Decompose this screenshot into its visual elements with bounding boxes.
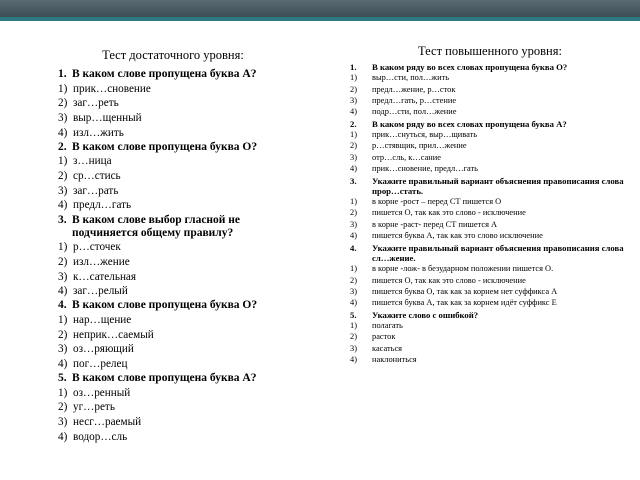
option-number: 3) bbox=[58, 343, 68, 356]
question-number: 5. bbox=[350, 309, 357, 320]
answer-option bbox=[58, 198, 308, 212]
question-3 bbox=[350, 176, 630, 197]
answer-option bbox=[350, 164, 630, 174]
question-number: 2. bbox=[58, 140, 67, 153]
question-number: 4. bbox=[350, 242, 357, 253]
answer-option bbox=[350, 85, 630, 95]
advanced-level-test bbox=[350, 44, 630, 365]
answer-option bbox=[350, 208, 630, 218]
answer-option bbox=[58, 240, 308, 254]
option-number: 4) bbox=[350, 298, 357, 308]
answer-option bbox=[58, 357, 308, 371]
option-number: 1) bbox=[58, 241, 68, 254]
option-number: 3) bbox=[58, 111, 68, 124]
answer-option bbox=[350, 264, 630, 274]
option-text: расток bbox=[372, 332, 396, 342]
option-text: выр…сти, пол…жить bbox=[372, 73, 450, 83]
answer-option bbox=[350, 73, 630, 83]
option-number: 1) bbox=[350, 321, 357, 331]
question-text: В каком слове пропущена буква А? bbox=[72, 68, 257, 80]
question-text: В каком ряду во всех словах пропущена буква А? bbox=[372, 118, 567, 129]
question-text: В каком слове пропущена буква А? bbox=[72, 372, 257, 385]
option-number: 3) bbox=[58, 416, 68, 429]
answer-option bbox=[58, 284, 308, 298]
question-text: В каком слове выбор гласной не подчиняется общему правилу? bbox=[72, 213, 241, 239]
question-number: 2. bbox=[350, 118, 357, 129]
question-3 bbox=[58, 214, 308, 240]
answer-option bbox=[350, 321, 630, 331]
answer-option bbox=[350, 332, 630, 342]
answer-option bbox=[58, 111, 308, 125]
answer-option bbox=[350, 141, 630, 151]
answer-option bbox=[58, 328, 308, 342]
basic-questions-list bbox=[58, 68, 308, 444]
option-text: изл…жить bbox=[73, 126, 124, 139]
option-number: 3) bbox=[58, 270, 68, 283]
option-text: уг…реть bbox=[73, 401, 115, 414]
option-number: 3) bbox=[350, 95, 357, 105]
answer-option bbox=[350, 153, 630, 163]
option-text: прик…снуться, выр…щивать bbox=[372, 130, 478, 140]
option-text: подр…сти, пол…жение bbox=[372, 107, 457, 117]
option-text: касаться bbox=[372, 343, 403, 353]
question-text: Укажите слово с ошибкой? bbox=[372, 309, 479, 320]
answer-option bbox=[58, 270, 308, 284]
question-2 bbox=[58, 141, 308, 154]
answer-option bbox=[58, 126, 308, 140]
question-2 bbox=[350, 119, 630, 129]
option-number: 2) bbox=[58, 97, 68, 110]
option-text: водор…сль bbox=[73, 430, 128, 443]
option-number: 1) bbox=[350, 197, 357, 207]
option-number: 1) bbox=[58, 155, 68, 168]
option-text: оз…ренный bbox=[73, 386, 131, 399]
option-text: ср…стись bbox=[73, 170, 121, 183]
option-number: 4) bbox=[58, 358, 68, 371]
answer-option bbox=[58, 255, 308, 269]
option-text: отр…сль, к…сание bbox=[372, 152, 441, 162]
answer-option bbox=[58, 430, 308, 444]
option-text: предл…гать, р…стение bbox=[372, 95, 457, 105]
option-text: прик…сновение bbox=[73, 82, 151, 95]
option-number: 1) bbox=[350, 264, 357, 274]
option-number: 2) bbox=[58, 170, 68, 183]
slide-header-bar bbox=[0, 0, 640, 17]
answer-option bbox=[350, 130, 630, 140]
question-text: В каком слове пропущена буква О? bbox=[72, 299, 258, 312]
answer-option bbox=[58, 96, 308, 110]
question-5 bbox=[58, 372, 308, 385]
option-number: 2) bbox=[350, 141, 357, 151]
answer-option bbox=[350, 197, 630, 207]
answer-option bbox=[350, 107, 630, 117]
question-1 bbox=[350, 62, 630, 72]
option-text: пишется О, так как это слово - исключение bbox=[372, 275, 526, 285]
option-number: 3) bbox=[350, 343, 357, 353]
question-4 bbox=[58, 299, 308, 312]
option-number: 4) bbox=[58, 199, 68, 212]
option-text: предл…жение, р…сток bbox=[372, 84, 456, 94]
option-text: пишется О, так как это слово - исключение bbox=[372, 208, 526, 218]
option-number: 2) bbox=[58, 401, 68, 414]
answer-option bbox=[350, 231, 630, 241]
answer-option bbox=[58, 400, 308, 414]
option-text: пог…релец bbox=[73, 358, 128, 371]
option-number: 1) bbox=[58, 313, 68, 326]
option-text: пишется буква А, так как за корнем идёт суффикс Е bbox=[372, 298, 557, 308]
option-number: 2) bbox=[350, 332, 357, 342]
option-text: пишется буква А, так как это слово исключение bbox=[372, 231, 543, 241]
option-number: 4) bbox=[350, 107, 357, 117]
option-text: к…сательная bbox=[73, 270, 137, 283]
answer-option bbox=[58, 169, 308, 183]
advanced-questions-list bbox=[350, 62, 630, 365]
option-text: заг…рать bbox=[73, 184, 119, 197]
option-text: заг…релый bbox=[73, 285, 128, 298]
answer-option bbox=[350, 220, 630, 230]
option-number: 1) bbox=[350, 130, 357, 140]
question-text: Укажите правильный вариант объяснения правописания слова прор…стать. bbox=[372, 175, 624, 196]
advanced-test-title: Тест повышенного уровня: bbox=[418, 44, 562, 58]
question-number: 5. bbox=[58, 372, 67, 385]
option-text: наклониться bbox=[372, 354, 417, 364]
answer-option bbox=[350, 298, 630, 308]
answer-option bbox=[58, 313, 308, 327]
option-text: р…сточек bbox=[73, 241, 121, 254]
basic-level-test bbox=[58, 48, 308, 444]
option-text: в корне -раст- перед СТ пишется А bbox=[372, 219, 498, 229]
option-number: 4) bbox=[58, 285, 68, 298]
option-number: 3) bbox=[350, 286, 357, 296]
option-text: оз…ряющий bbox=[73, 343, 134, 356]
option-number: 3) bbox=[350, 152, 357, 162]
answer-option bbox=[350, 96, 630, 106]
question-5 bbox=[350, 310, 630, 320]
question-number: 4. bbox=[58, 299, 67, 312]
option-text: в корне -рост – перед СТ пишется О bbox=[372, 197, 502, 207]
option-number: 3) bbox=[58, 184, 68, 197]
question-text: В каком слове пропущена буква О? bbox=[72, 140, 258, 153]
answer-option bbox=[58, 184, 308, 198]
answer-option bbox=[58, 342, 308, 356]
option-number: 4) bbox=[350, 231, 357, 241]
option-number: 2) bbox=[350, 84, 357, 94]
option-number: 4) bbox=[350, 163, 357, 173]
option-text: р…стявщик, прил…жение bbox=[372, 141, 467, 151]
question-1 bbox=[58, 68, 308, 81]
option-text: несг…раемый bbox=[73, 416, 142, 429]
option-number: 1) bbox=[350, 73, 357, 83]
option-number: 2) bbox=[58, 328, 68, 341]
option-number: 1) bbox=[58, 82, 68, 95]
option-text: заг…реть bbox=[73, 97, 119, 110]
option-number: 4) bbox=[58, 126, 68, 139]
option-text: выр…щенный bbox=[73, 111, 142, 124]
answer-option bbox=[350, 344, 630, 354]
answer-option bbox=[350, 355, 630, 365]
option-text: пишется буква О, так как за корнем нет суффикса А bbox=[372, 286, 558, 296]
question-text: Укажите правильный вариант объяснения правописания слова сл…жение. bbox=[372, 242, 624, 263]
option-number: 2) bbox=[350, 208, 357, 218]
basic-test-title: Тест достаточного уровня: bbox=[102, 48, 244, 62]
option-text: изл…жение bbox=[73, 255, 130, 268]
answer-option bbox=[58, 82, 308, 96]
option-text: предл…гать bbox=[73, 199, 132, 212]
option-number: 2) bbox=[350, 275, 357, 285]
question-4 bbox=[350, 243, 630, 264]
answer-option bbox=[58, 415, 308, 429]
option-number: 4) bbox=[58, 430, 68, 443]
option-number: 3) bbox=[350, 219, 357, 229]
option-text: в корне -лож- в безударном положении пишется О. bbox=[372, 264, 554, 274]
option-number: 1) bbox=[58, 386, 68, 399]
option-text: з…ница bbox=[73, 155, 112, 168]
answer-option bbox=[350, 287, 630, 297]
option-number: 2) bbox=[58, 255, 68, 268]
question-number: 3. bbox=[350, 175, 357, 186]
question-number: 3. bbox=[58, 213, 67, 226]
answer-option bbox=[350, 276, 630, 286]
answer-option bbox=[58, 154, 308, 168]
question-number: 1. bbox=[350, 62, 357, 72]
question-number: 1. bbox=[58, 68, 67, 80]
slide-header-stripe bbox=[0, 17, 640, 21]
option-text: неприк…саемый bbox=[73, 328, 154, 341]
option-text: прик…сновение, предл…гать bbox=[372, 163, 478, 173]
answer-option bbox=[58, 386, 308, 400]
option-text: полагать bbox=[372, 321, 403, 331]
option-number: 4) bbox=[350, 354, 357, 364]
option-text: нар…щение bbox=[73, 313, 132, 326]
question-text: В каком ряду во всех словах пропущена буква О? bbox=[372, 62, 568, 72]
